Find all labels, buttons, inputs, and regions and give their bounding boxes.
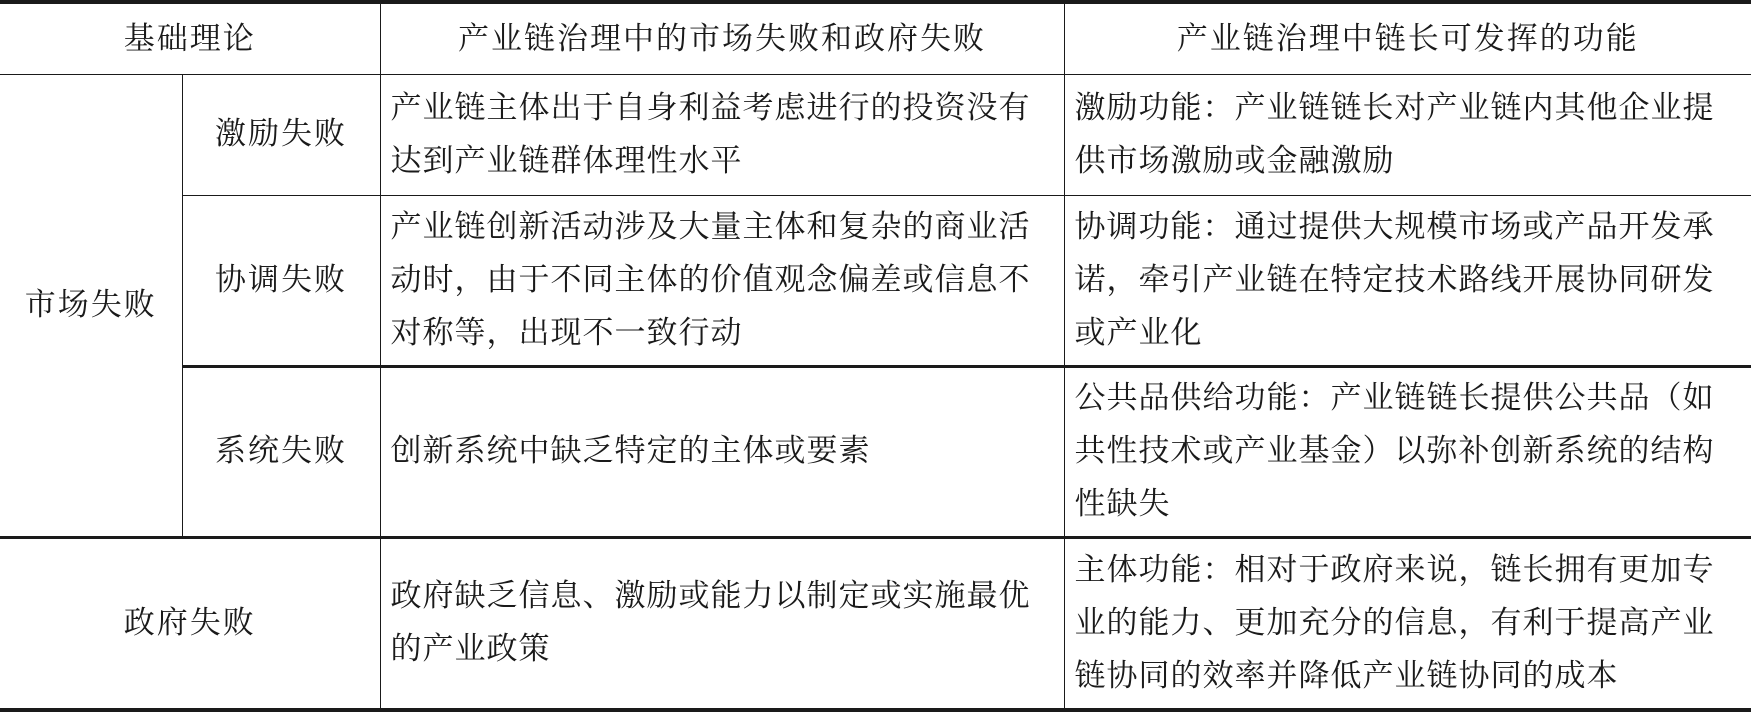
failure-type-cell: 激励失败: [182, 75, 380, 196]
function-description-cell: 协调功能：通过提供大规模市场或产品开发承诺，牵引产业链在特定技术路线开展协同研发或产业化: [1064, 195, 1751, 366]
failure-type-cell: 协调失败: [182, 195, 380, 366]
table-row: [0, 537, 1751, 710]
header-functions: 产业链治理中链长可发挥的功能: [1064, 2, 1751, 75]
failure-type-cell: 系统失败: [182, 366, 380, 537]
function-description-cell: 公共品供给功能：产业链链长提供公共品（如共性技术或产业基金）以弥补创新系统的结构性缺失: [1064, 366, 1751, 537]
government-failure-label: 政府失败: [0, 537, 380, 710]
table-row: [0, 366, 1751, 537]
table-row: [0, 195, 1751, 366]
table-row: [0, 75, 1751, 196]
failure-description-cell: 创新系统中缺乏特定的主体或要素: [380, 366, 1064, 537]
function-description-cell: 主体功能：相对于政府来说，链长拥有更加专业的能力、更加充分的信息，有利于提高产业链协同的效率并降低产业链协同的成本: [1064, 537, 1751, 710]
header-basic-theory: 基础理论: [0, 2, 380, 75]
failure-description-cell: 政府缺乏信息、激励或能力以制定或实施最优的产业政策: [380, 537, 1064, 710]
market-failure-label: 市场失败: [0, 75, 182, 538]
table-header-row: [0, 2, 1751, 75]
function-description-cell: 激励功能：产业链链长对产业链内其他企业提供市场激励或金融激励: [1064, 75, 1751, 196]
header-failures: 产业链治理中的市场失败和政府失败: [380, 2, 1064, 75]
failure-description-cell: 产业链主体出于自身利益考虑进行的投资没有达到产业链群体理性水平: [380, 75, 1064, 196]
failure-description-cell: 产业链创新活动涉及大量主体和复杂的商业活动时，由于不同主体的价值观念偏差或信息不对称等，出现不一致行动: [380, 195, 1064, 366]
